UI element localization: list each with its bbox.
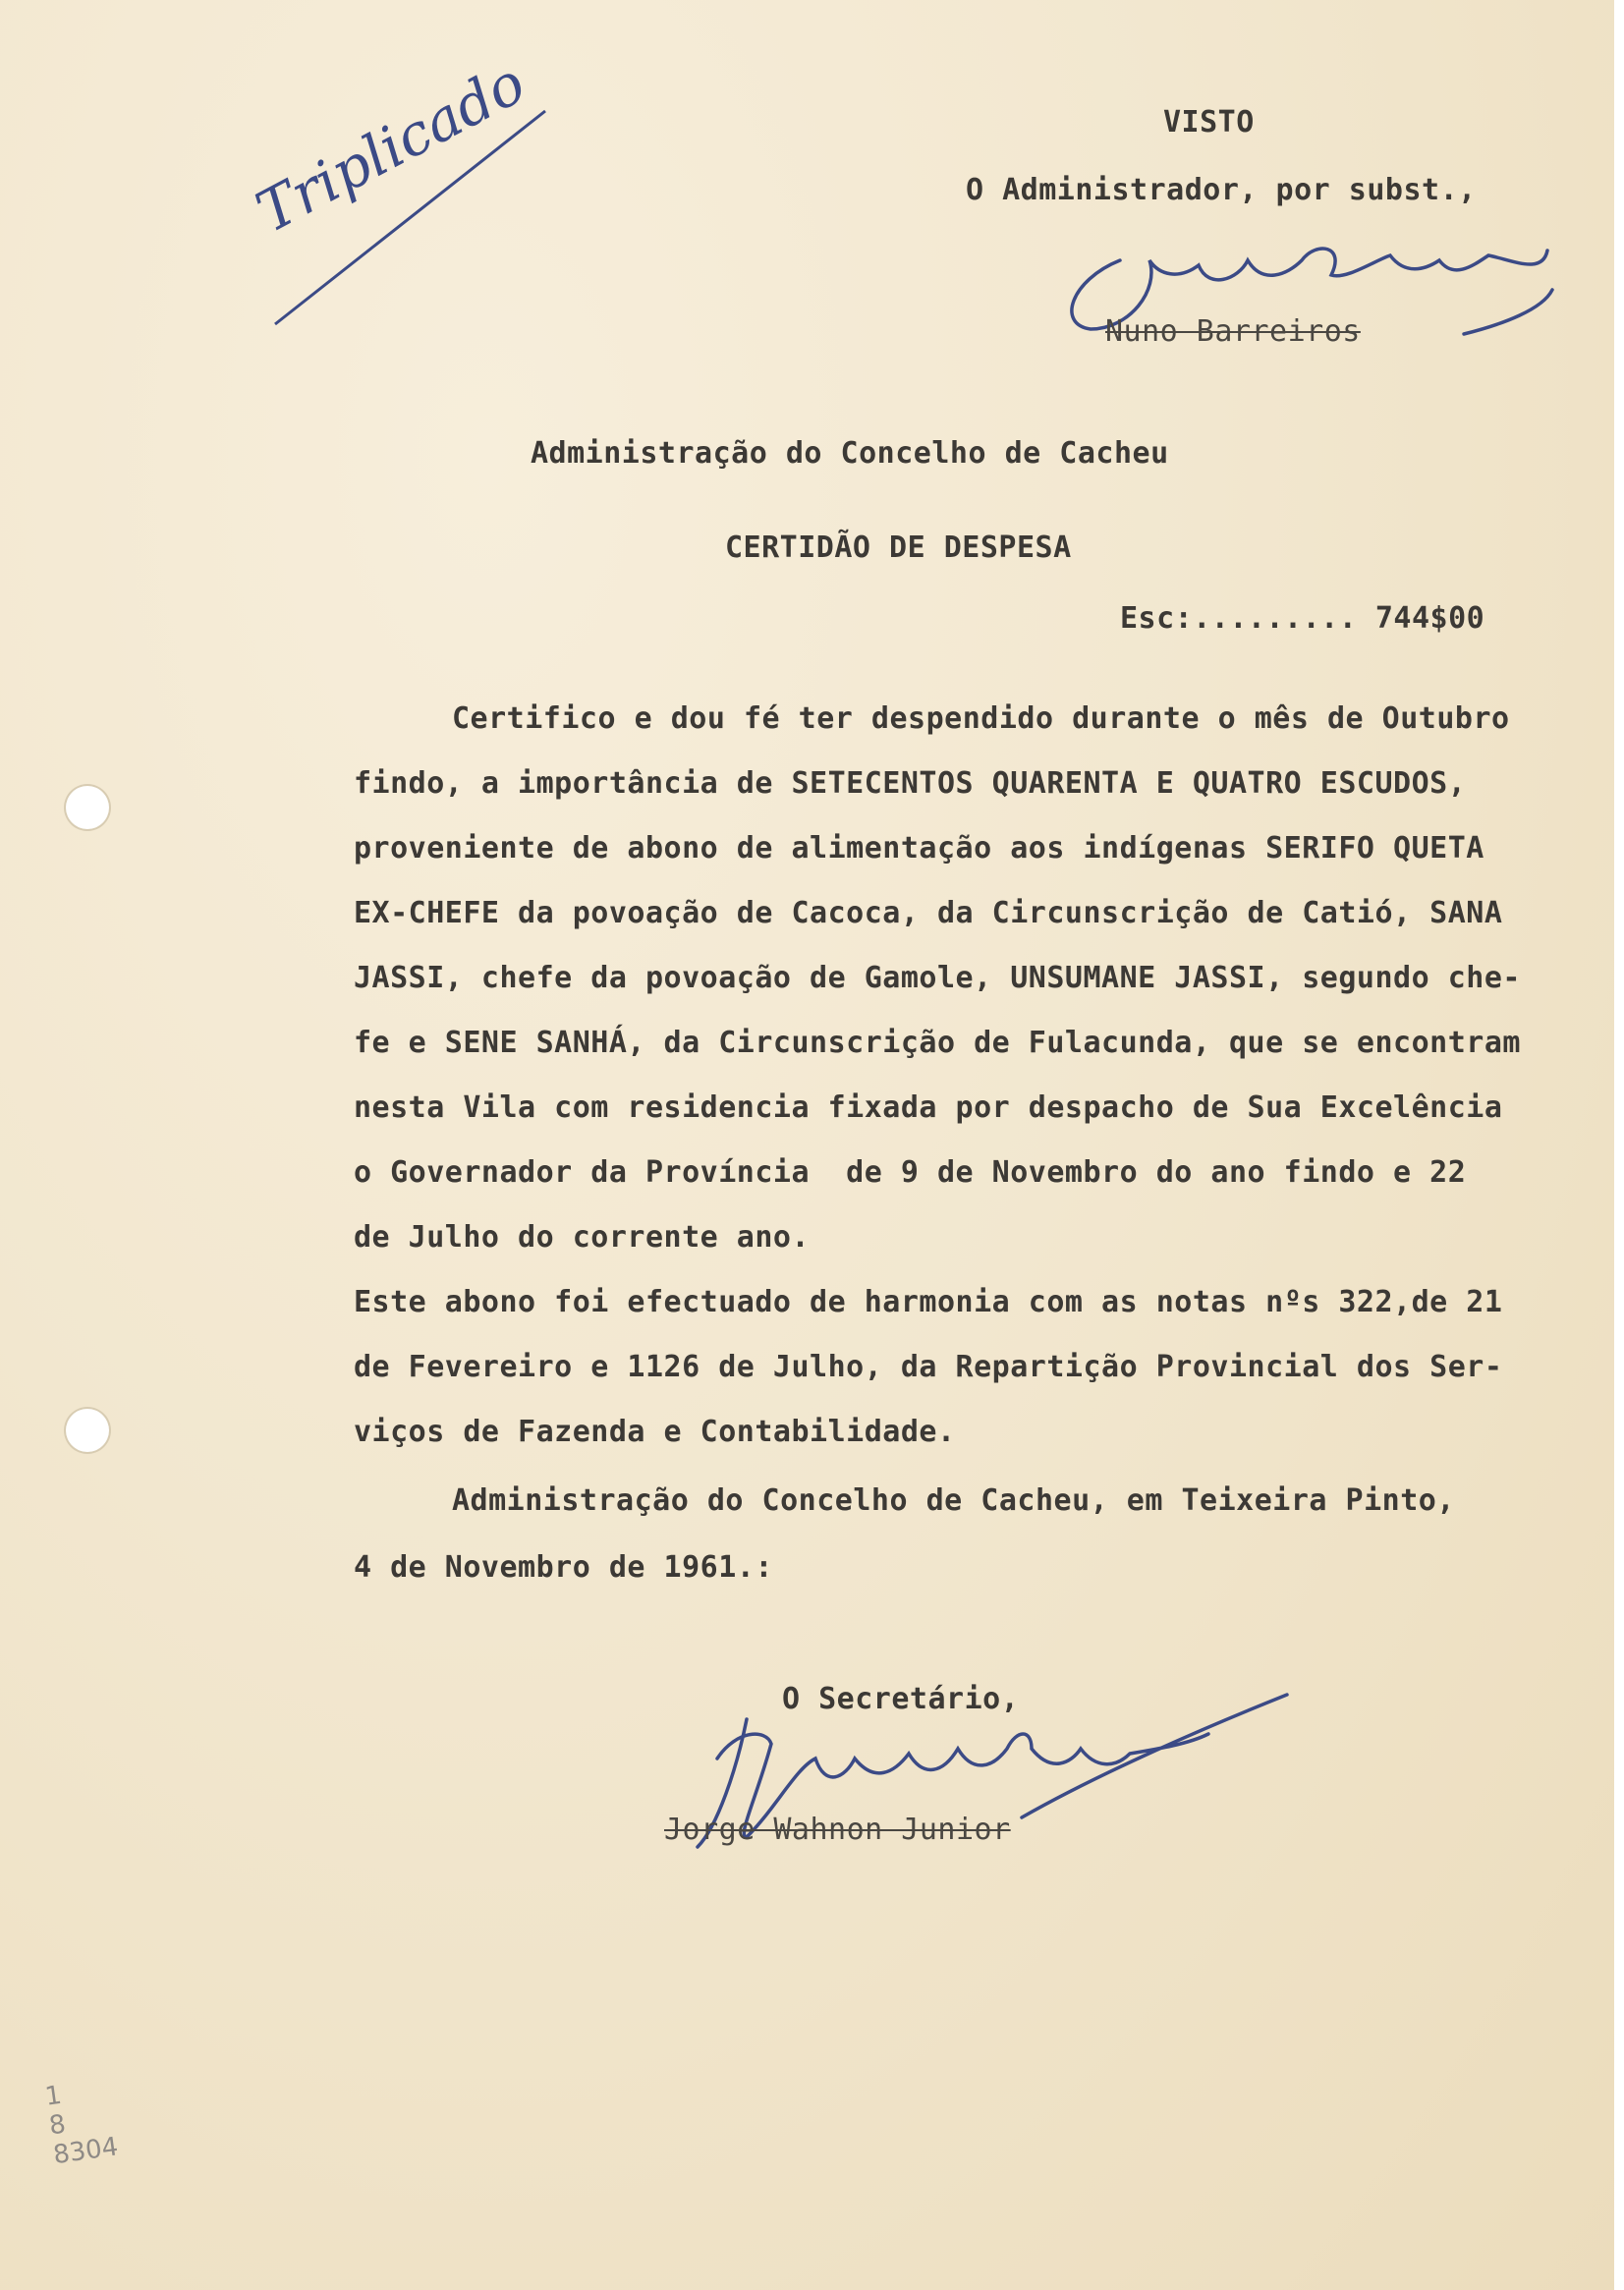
administrator-line: O Administrador, por subst., <box>966 173 1477 207</box>
body-line-10: Este abono foi efectuado de harmonia com as notas nºs 322,de 21 <box>354 1285 1503 1319</box>
body-line-8: o Governador da Província de 9 de Novembro do ano findo e 22 <box>354 1155 1467 1190</box>
secretary-role: O Secretário, <box>782 1682 1020 1716</box>
date-line: 4 de Novembro de 1961.: <box>354 1550 773 1585</box>
body-line-1: Certifico e dou fé ter despendido durante o mês de Outubro <box>452 701 1510 736</box>
body-line-7: nesta Vila com residencia fixada por despacho de Sua Excelência <box>354 1090 1503 1125</box>
body-line-6: fe e SENE SANHÁ, da Circunscrição de Fulacunda, que se encontram <box>354 1026 1521 1060</box>
office-heading: Administração do Concelho de Cacheu <box>531 436 1169 471</box>
triplicate-underline <box>265 103 560 339</box>
body-line-2: findo, a importância de SETECENTOS QUARENTA E QUATRO ESCUDOS, <box>354 766 1467 801</box>
body-line-12: viços de Fazenda e Contabilidade. <box>354 1415 956 1449</box>
triplicate-annotation: Triplicado <box>246 48 536 247</box>
amount-line: Esc:......... 744$00 <box>1120 601 1485 636</box>
pencil-reference-numbers: 1 8 8304 <box>43 2080 121 2171</box>
place-line: Administração do Concelho de Cacheu, em Teixeira Pinto, <box>452 1483 1455 1518</box>
page-edge <box>1614 0 1624 2290</box>
body-line-11: de Fevereiro e 1126 de Julho, da Repartição Provincial dos Ser- <box>354 1350 1503 1384</box>
administrator-name: Nuno Barreiros <box>1105 314 1361 349</box>
body-line-9: de Julho do corrente ano. <box>354 1220 811 1255</box>
body-line-4: EX-CHEFE da povoação de Cacoca, da Circunscrição de Catió, SANA <box>354 896 1503 930</box>
visto-label: VISTO <box>1163 105 1255 140</box>
body-line-5: JASSI, chefe da povoação de Gamole, UNSUMANE JASSI, segundo che- <box>354 961 1521 995</box>
punch-hole-top <box>66 786 109 829</box>
punch-hole-bottom <box>66 1409 109 1452</box>
document-type-heading: CERTIDÃO DE DESPESA <box>725 531 1072 565</box>
body-line-3: proveniente de abono de alimentação aos indígenas SERIFO QUETA <box>354 831 1484 866</box>
secretary-name: Jorge Wahnon Junior <box>664 1813 1011 1847</box>
